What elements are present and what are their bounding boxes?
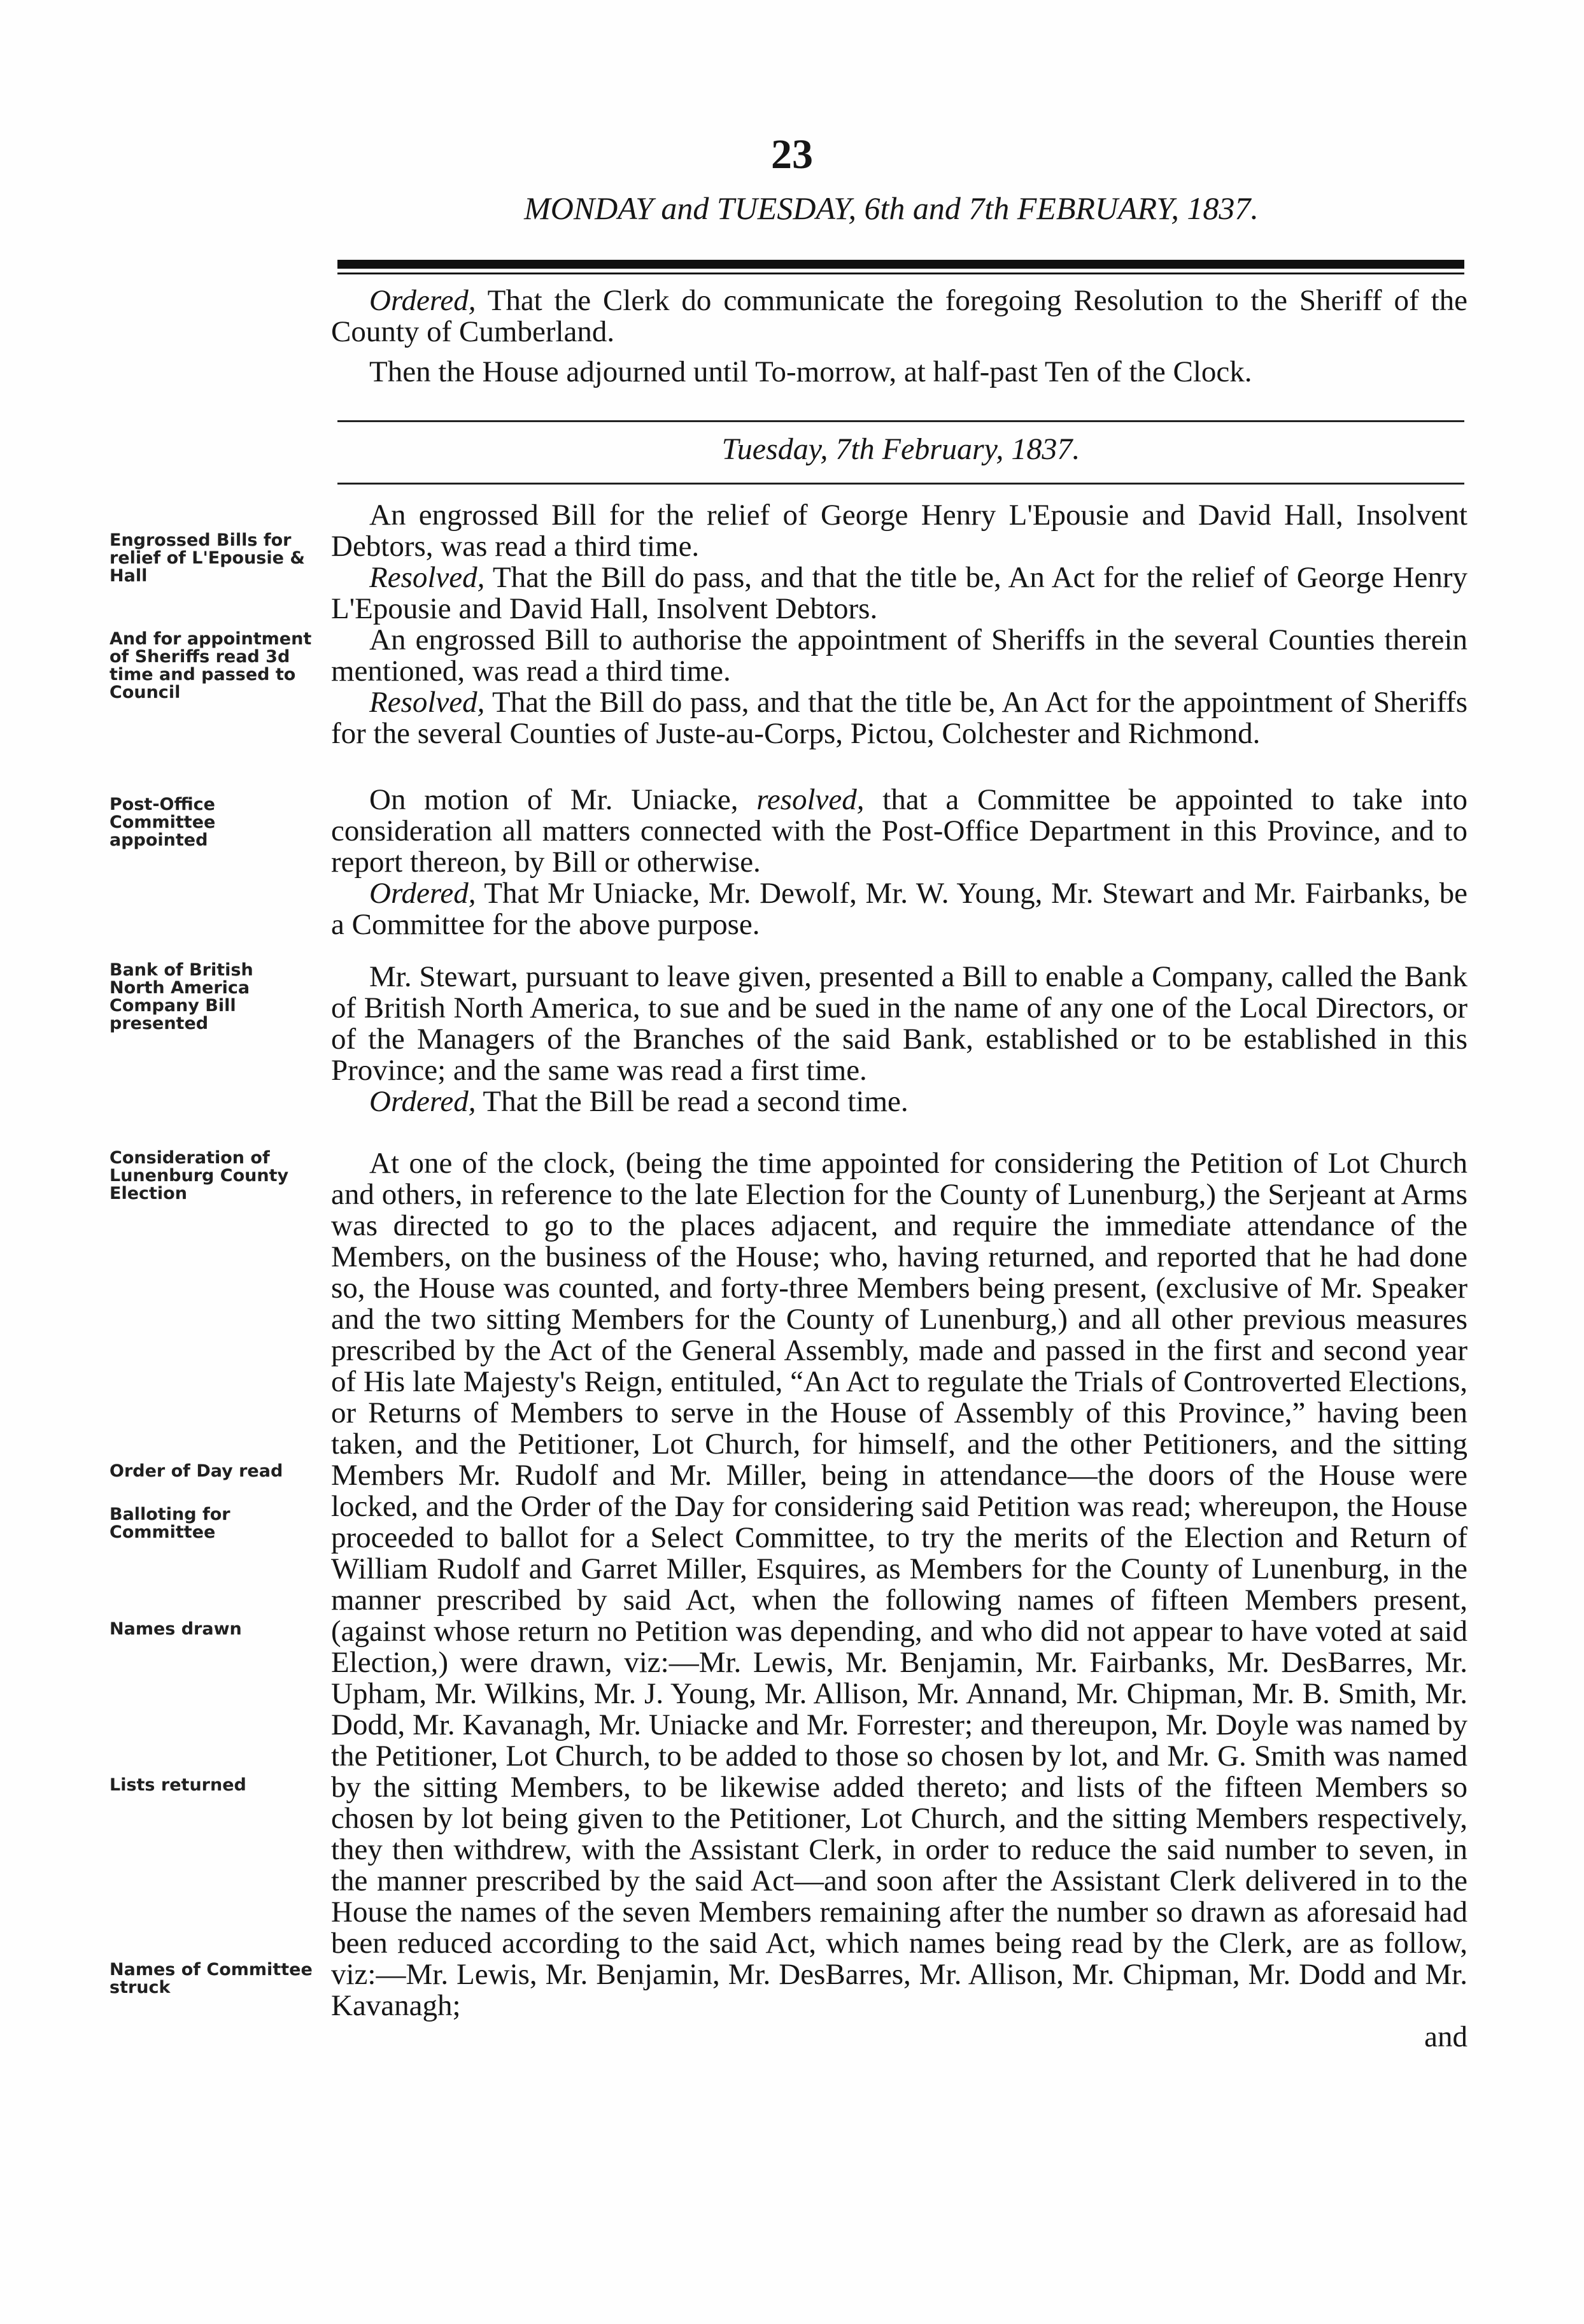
ordered-word: Ordered, xyxy=(369,877,476,910)
catchword: and xyxy=(1424,2020,1467,2053)
header-rule-thick xyxy=(337,260,1464,269)
resolved-text: That the Bill do pass, and that the title be, An Act for the appointment of Sheriffs for the several Counties of Juste-au-Corps, Pictou, Colchester and Richmond. xyxy=(331,686,1468,750)
section-lunenburg-election xyxy=(331,1148,1467,2053)
section-epousie xyxy=(331,500,1467,625)
margin-note-engrossed-bills: Engrossed Bills for relief of L'Epousie & Hall xyxy=(110,530,305,586)
margin-note-lunenburg: Consideration of Lunenburg County Election xyxy=(110,1148,289,1203)
section-bank xyxy=(331,961,1467,1117)
post-office-ordered-paragraph xyxy=(331,878,1467,940)
header-rule-thin xyxy=(337,273,1464,274)
date-rule xyxy=(337,483,1464,485)
margin-note-balloting: Balloting for Committee xyxy=(110,1505,230,1542)
motion-text-continued: that a Committee be appointed to take into consideration all matters connected with the Post-Office Department in this Province, and to report thereon, by Bill or otherwise. xyxy=(331,783,1468,879)
resolved-word: resolved, xyxy=(756,783,865,816)
motion-text: On motion of Mr. Uniacke, xyxy=(369,783,739,816)
bank-paragraph: Mr. Stewart, pursuant to leave given, presented a Bill to enable a Company, called the Bank of British North America, to sue and be sued in the name of any one of the Local Directors, or of the Managers of the Branches of the said Bank, established or to be established in this Province; and the same was read a first time. xyxy=(331,960,1467,1087)
date-line: Tuesday, 7th February, 1837. xyxy=(721,432,1080,466)
resolved-word: Resolved, xyxy=(369,686,485,719)
margin-note-names-struck: Names of Committee struck xyxy=(110,1960,313,1997)
ordered-text: That the Clerk do communicate the foregoing Resolution to the Sheriff of the County of Cumberland. xyxy=(331,284,1467,348)
margin-note-sheriffs: And for appointment of Sheriffs read 3d time and passed to Council xyxy=(110,629,312,702)
resolved-word: Resolved, xyxy=(369,561,485,594)
bank-ordered-paragraph xyxy=(331,1086,1467,1117)
epousie-paragraph: An engrossed Bill for the relief of George Henry L'Epousie and David Hall, Insolvent Debtors, was read a third time. xyxy=(331,499,1467,563)
margin-note-names-drawn: Names drawn xyxy=(110,1619,242,1639)
ordered-paragraph xyxy=(331,285,1467,348)
margin-note-lists-returned: Lists returned xyxy=(110,1775,246,1795)
resolved-text: That the Bill do pass, and that the title be, An Act for the relief of George Henry L'Epousie and David Hall, Insolvent Debtors. xyxy=(331,561,1467,625)
sheriffs-resolved-paragraph xyxy=(331,687,1467,749)
ordered-text: That Mr Uniacke, Mr. Dewolf, Mr. W. Young, Mr. Stewart and Mr. Fairbanks, be a Committee for the above purpose. xyxy=(331,877,1467,941)
page-header: MONDAY and TUESDAY, 6th and 7th FEBRUARY, 1837. xyxy=(524,190,1259,226)
margin-note-post-office: Post-Office Committee appointed xyxy=(110,795,216,850)
ordered-word: Ordered, xyxy=(369,284,476,317)
section-sheriffs xyxy=(331,625,1467,749)
adjourned-paragraph: Then the House adjourned until To-morrow, at half-past Ten of the Clock. xyxy=(369,355,1252,388)
opening-block xyxy=(331,285,1467,388)
ordered-text: That the Bill be read a second time. xyxy=(483,1085,909,1118)
lunenburg-paragraph: At one of the clock, (being the time appointed for considering the Petition of Lot Church and others, in reference to the late Election for the County of Lunenburg,) the Serjeant at Arms was directed to go to the places adjacent, and require the immediate attendance of the Members, on the business of the House; who, having returned, and reported that he had done so, the House was counted, and forty-three Members being present, (exclusive of Mr. Speaker and the two sitting Members for the County of Lunenburg,) and all other previous measures prescribed by the Act of the General Assembly, made and passed in the first and second year of His late Majesty's Reign, entituled, “An Act to regulate the Trials of Controverted Elections, or Returns of Members to serve in the House of Assembly of this Province,” having been taken, and the Petitioner, Lot Church, for himself, and the other Petitioners, and the sitting Members Mr. Rudolf and Mr. Miller, being in attendance—the doors of the House were locked, and the Order of the Day for considering said Petition was read; whereupon, the House proceeded to ballot for a Select Committee, to try the merits of the Election and Return of William Rudolf and Garret Miller, Esquires, as Members for the County of Lunenburg, in the manner prescribed by said Act, when the following names of fifteen Members present, (against whose return no Petition was depending, and who did not appear to have voted at said Election,) were drawn, viz:—Mr. Lewis, Mr. Benjamin, Mr. Fairbanks, Mr. DesBarres, Mr. Upham, Mr. Wilkins, Mr. J. Young, Mr. Allison, Mr. Annand, Mr. Chipman, Mr. B. Smith, Mr. Dodd, Mr. Kavanagh, Mr. Uniacke and Mr. Forrester; and thereupon, Mr. Doyle was named by the Petitioner, Lot Church, to be added to those so chosen by lot, and Mr. G. Smith was named by the sitting Members, to be likewise added thereto; and lists of the fifteen Members so chosen by lot being given to the Petitioner, Lot Church, and the sitting Members respectively, they then withdrew, with the Assistant Clerk, in order to reduce the said number to seven, in the manner prescribed by the said Act—and soon after the Assistant Clerk delivered in to the House the names of the seven Members remaining after the number so drawn as aforesaid had been reduced according to the said Act, which names being read by the Clerk, are as follow, viz:—Mr. Lewis, Mr. Benjamin, Mr. DesBarres, Mr. Allison, Mr. Chipman, Mr. Dodd and Mr. Kavanagh; xyxy=(331,1147,1467,2022)
section-post-office xyxy=(331,784,1467,940)
margin-note-bank: Bank of British North America Company Bill presented xyxy=(110,960,253,1033)
page-number: 23 xyxy=(771,131,813,178)
sheriffs-paragraph: An engrossed Bill to authorise the appointment of Sheriffs in the several Counties therein mentioned, was read a third time. xyxy=(331,623,1467,688)
epousie-resolved-paragraph xyxy=(331,562,1467,625)
post-office-paragraph xyxy=(331,784,1467,878)
margin-note-order-of-day: Order of Day read xyxy=(110,1461,283,1481)
section-rule xyxy=(337,420,1464,422)
ordered-word: Ordered, xyxy=(369,1085,476,1118)
